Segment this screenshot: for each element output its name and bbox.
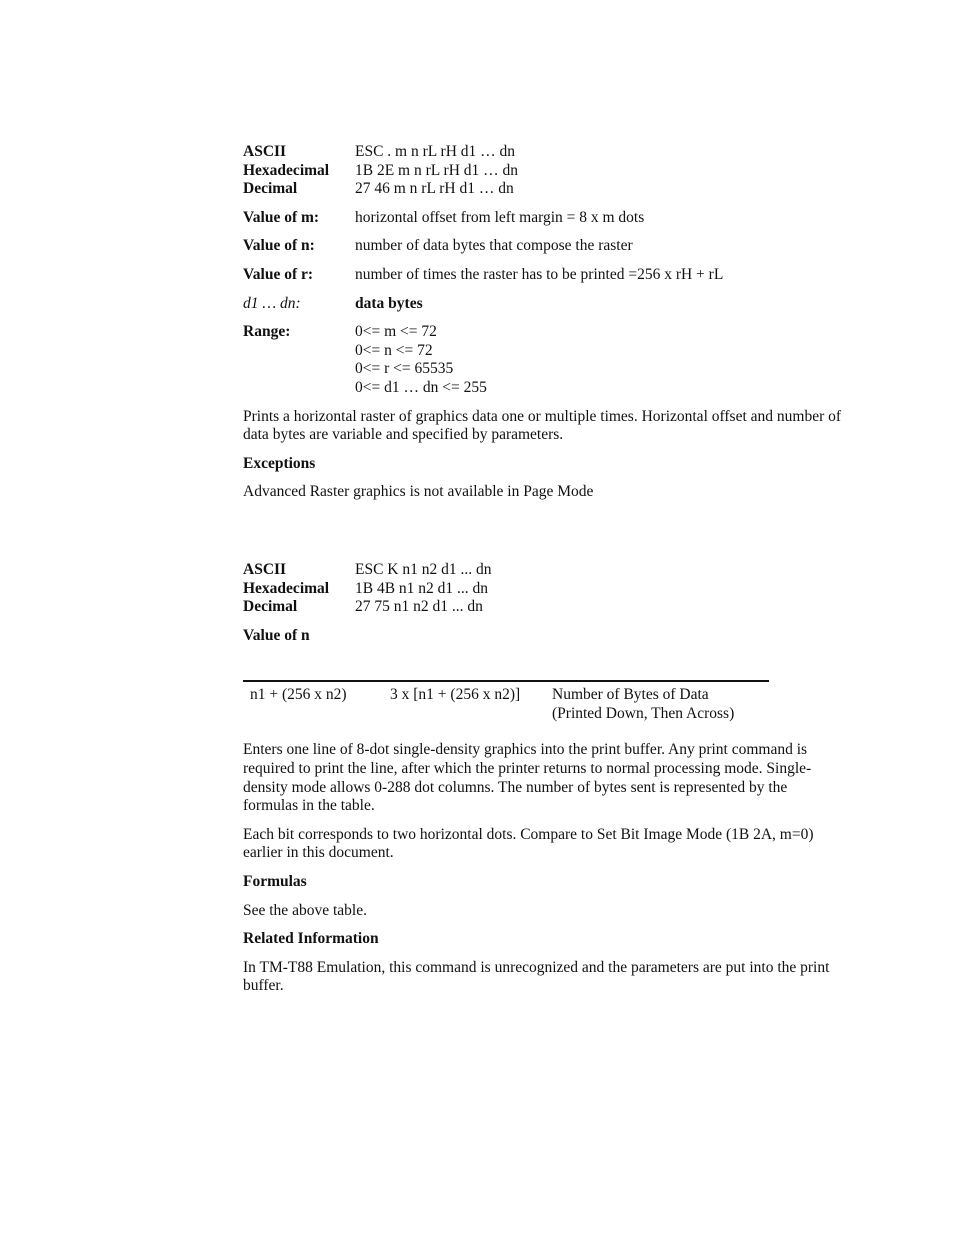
data-bytes-text: data bytes (355, 294, 423, 312)
value-r-row (243, 266, 843, 285)
value-m-label: Value of m: (243, 208, 320, 226)
range-values (355, 323, 843, 397)
hex-row (243, 162, 843, 181)
body-paragraph: Each bit corresponds to two horizontal dots. Compare to Set Bit Image Mode (1B 2A, m=0) earlier in this document. (243, 825, 814, 862)
ascii-value: ESC . m n rL rH d1 … dn (355, 143, 516, 160)
formulas-text: See the above table. (243, 901, 367, 919)
ascii-value: ESC K n1 n2 d1 ... dn (355, 560, 492, 578)
ascii-row (243, 143, 843, 162)
decimal-value: 27 75 n1 n2 d1 ... dn (355, 598, 483, 616)
value-n-label: Value of n: (243, 237, 315, 255)
range-value: 0<= d1 … dn <= 255 (355, 378, 487, 396)
ascii-label: ASCII (243, 560, 287, 578)
table-cell-description (552, 681, 769, 723)
value-m-text: horizontal offset from left margin = 8 x m dots (355, 208, 645, 226)
document-page (243, 143, 843, 996)
hex-label: Hexadecimal (243, 161, 330, 179)
ascii-row (243, 561, 843, 580)
related-text: In TM-T88 Emulation, this command is unrecognized and the parameters are put into the print buffer. (243, 958, 830, 995)
table-row (243, 681, 769, 723)
formulas-heading: Formulas (243, 873, 307, 891)
data-bytes-label: d1 … dn: (243, 294, 301, 312)
table-cell-bytes: 3 x [n1 + (256 x n2)] (390, 686, 521, 704)
table-cell-line: Number of Bytes of Data (552, 686, 709, 704)
data-bytes-row (243, 295, 843, 314)
description-paragraph: Prints a horizontal raster of graphics data one or multiple times. Horizontal offset and number of data bytes are variable and specified by parameters. (243, 407, 842, 444)
range-value: 0<= r <= 65535 (355, 360, 454, 378)
range-value: 0<= m <= 72 (355, 323, 437, 341)
value-n-row (243, 627, 843, 646)
decimal-label: Decimal (243, 598, 298, 616)
exceptions-text: Advanced Raster graphics is not available in Page Mode (243, 483, 594, 501)
value-n-text: number of data bytes that compose the raster (355, 237, 633, 255)
value-r-label: Value of r: (243, 265, 314, 283)
decimal-label: Decimal (243, 180, 298, 198)
value-n-label: Value of n (243, 626, 310, 644)
value-r-text: number of times the raster has to be printed =256 x rH + rL (355, 265, 724, 283)
range-value: 0<= n <= 72 (355, 341, 433, 359)
hex-label: Hexadecimal (243, 579, 330, 597)
bytes-table (243, 680, 769, 723)
value-m-row (243, 209, 843, 228)
table-cell-line: (Printed Down, Then Across) (552, 704, 735, 722)
value-n-row (243, 237, 843, 256)
ascii-label: ASCII (243, 143, 287, 160)
decimal-row (243, 180, 843, 199)
body-paragraph: Enters one line of 8-dot single-density graphics into the print buffer. Any print command is required to print the line, after which the printer returns to normal processing mode. Single-density mode allows 0-288 dot columns. The number of bytes sent is represented by the formulas in the table. (243, 741, 812, 815)
range-label: Range: (243, 323, 291, 341)
hex-value: 1B 4B n1 n2 d1 ... dn (355, 579, 489, 597)
table-cell-formula: n1 + (256 x n2) (250, 686, 347, 704)
exceptions-heading: Exceptions (243, 454, 316, 472)
decimal-value: 27 46 m n rL rH d1 … dn (355, 180, 514, 198)
range-row (243, 323, 843, 397)
decimal-row (243, 598, 843, 617)
hex-value: 1B 2E m n rL rH d1 … dn (355, 161, 519, 179)
hex-row (243, 580, 843, 599)
related-heading: Related Information (243, 930, 379, 948)
